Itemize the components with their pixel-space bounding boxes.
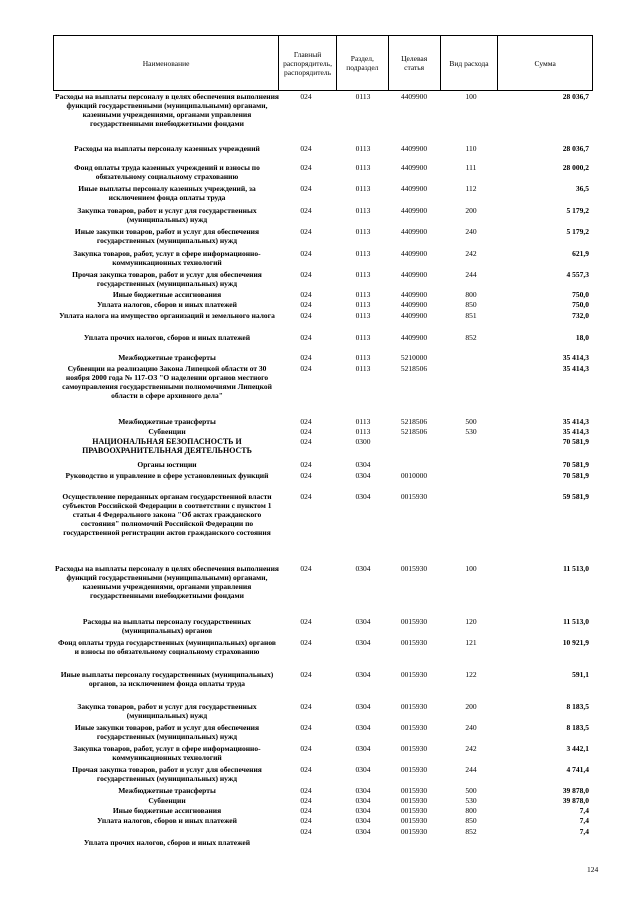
cell-admin: 024 bbox=[300, 227, 312, 236]
cell-section: 0304 bbox=[355, 723, 371, 732]
cell-section: 0113 bbox=[355, 144, 371, 153]
cell-sum: 591,1 bbox=[572, 670, 589, 679]
cell-admin: 024 bbox=[300, 786, 312, 795]
cell-target: 5218506 bbox=[400, 427, 428, 436]
cell-section: 0113 bbox=[355, 364, 371, 373]
cell-target: 4409900 bbox=[400, 290, 428, 299]
cell-name: Иные бюджетные ассигнования bbox=[112, 290, 222, 299]
cell-admin: 024 bbox=[300, 827, 312, 836]
cell-sum: 39 878,0 bbox=[562, 796, 589, 805]
cell-expense-type: 112 bbox=[465, 184, 477, 193]
cell-section: 0304 bbox=[355, 564, 371, 573]
cell-expense-type: 500 bbox=[465, 417, 477, 426]
cell-target: 4409900 bbox=[400, 163, 428, 172]
cell-name: Межбюджетные трансферты bbox=[118, 417, 216, 426]
cell-expense-type: 120 bbox=[465, 617, 477, 626]
header-expense-type: Вид расхода bbox=[441, 36, 499, 90]
cell-sum: 70 581,9 bbox=[562, 437, 589, 446]
cell-expense-type: 244 bbox=[465, 765, 477, 774]
cell-admin: 024 bbox=[300, 702, 312, 711]
cell-target: 4409900 bbox=[400, 300, 428, 309]
cell-section: 0304 bbox=[355, 471, 371, 480]
cell-section: 0300 bbox=[355, 437, 371, 446]
cell-expense-type: 530 bbox=[465, 427, 477, 436]
cell-expense-type: 530 bbox=[465, 796, 477, 805]
cell-target: 4409900 bbox=[400, 144, 428, 153]
cell-sum: 28 000,2 bbox=[562, 163, 589, 172]
cell-admin: 024 bbox=[300, 290, 312, 299]
cell-sum: 4 557,3 bbox=[566, 270, 589, 279]
cell-sum: 39 878,0 bbox=[562, 786, 589, 795]
cell-sum: 7,4 bbox=[579, 816, 589, 825]
cell-name: Органы юстиции bbox=[137, 460, 197, 469]
cell-sum: 7,4 bbox=[579, 827, 589, 836]
cell-sum: 28 036,7 bbox=[562, 92, 589, 101]
cell-name: Осуществление переданных органам государственной власти субъектов Российской Федерации в соответствии с пунктом 1 статьи 4 Федерального закона "Об актах гражданского состояния" полномочий Российской Федерации по государственной регистрации актов гражданского состояния bbox=[62, 492, 272, 537]
cell-name: Закупка товаров, работ и услуг для государственных (муниципальных) нужд bbox=[77, 702, 257, 720]
cell-sum: 621,9 bbox=[572, 249, 589, 258]
cell-name: Уплата налога на имущество организаций и земельного налога bbox=[59, 311, 275, 320]
cell-section: 0304 bbox=[355, 617, 371, 626]
cell-expense-type: 110 bbox=[465, 144, 477, 153]
cell-sum: 750,0 bbox=[572, 290, 589, 299]
cell-section: 0304 bbox=[355, 765, 371, 774]
cell-admin: 024 bbox=[300, 184, 312, 193]
cell-expense-type: 242 bbox=[465, 249, 477, 258]
cell-target: 4409900 bbox=[400, 249, 428, 258]
cell-sum: 59 581,9 bbox=[562, 492, 589, 501]
cell-target: 5210000 bbox=[400, 353, 428, 362]
cell-admin: 024 bbox=[300, 206, 312, 215]
cell-sum: 10 921,9 bbox=[562, 638, 589, 647]
cell-section: 0113 bbox=[355, 270, 371, 279]
cell-target: 0015930 bbox=[400, 638, 428, 647]
cell-sum: 3 442,1 bbox=[566, 744, 589, 753]
cell-name: Закупка товаров, работ, услуг в сфере информационно-коммуникационных технологий bbox=[73, 744, 261, 762]
cell-admin: 024 bbox=[300, 564, 312, 573]
cell-sum: 35 414,3 bbox=[562, 427, 589, 436]
cell-name: Закупка товаров, работ, услуг в сфере информационно-коммуникационных технологий bbox=[73, 249, 261, 267]
cell-sum: 732,0 bbox=[572, 311, 589, 320]
cell-name: Иные бюджетные ассигнования bbox=[112, 806, 222, 815]
page-number: 124 bbox=[587, 865, 599, 874]
cell-section: 0113 bbox=[355, 227, 371, 236]
cell-expense-type: 122 bbox=[465, 670, 477, 679]
cell-expense-type: 852 bbox=[465, 333, 477, 342]
cell-sum: 7,4 bbox=[579, 806, 589, 815]
cell-name: Прочая закупка товаров, работ и услуг для обеспечения государственных (муниципальных) нужд bbox=[72, 270, 262, 288]
cell-name: Расходы на выплаты персоналу в целях обеспечения выполнения функций государственными (муниципальными) органами, казенными учреждениями, органами управления государственными внебюджетными фондами bbox=[55, 92, 279, 128]
cell-name: Субвенции на реализацию Закона Липецкой области от 30 ноября 2000 года № 117-ОЗ "О наделении органов местного самоуправления государственными полномочиями Липецкой области в сфере архивного дела" bbox=[62, 364, 272, 400]
cell-admin: 024 bbox=[300, 249, 312, 258]
cell-sum: 8 183,5 bbox=[566, 723, 589, 732]
cell-target: 0015930 bbox=[400, 564, 428, 573]
cell-name: Расходы на выплаты персоналу казенных учреждений bbox=[74, 144, 260, 153]
cell-admin: 024 bbox=[300, 163, 312, 172]
cell-target: 0015930 bbox=[400, 744, 428, 753]
cell-target: 0015930 bbox=[400, 765, 428, 774]
cell-sum: 70 581,9 bbox=[562, 460, 589, 469]
cell-expense-type: 200 bbox=[465, 702, 477, 711]
cell-sum: 8 183,5 bbox=[566, 702, 589, 711]
cell-name: Уплата прочих налогов, сборов и иных платежей bbox=[83, 838, 251, 847]
cell-target: 0015930 bbox=[400, 723, 428, 732]
cell-name: Прочая закупка товаров, работ и услуг для обеспечения государственных (муниципальных) нужд bbox=[72, 765, 262, 783]
cell-name: Закупка товаров, работ и услуг для государственных (муниципальных) нужд bbox=[77, 206, 257, 224]
cell-target: 4409900 bbox=[400, 92, 428, 101]
cell-admin: 024 bbox=[300, 270, 312, 279]
cell-name: Фонд оплаты труда государственных (муниципальных) органов и взносы по обязательному социальному страхованию bbox=[58, 638, 276, 656]
cell-expense-type: 100 bbox=[465, 564, 477, 573]
cell-sum: 11 513,0 bbox=[563, 617, 589, 626]
header-admin: Главный распорядитель, распорядитель bbox=[279, 36, 337, 90]
cell-name: Иные закупки товаров, работ и услуг для обеспечения государственных (муниципальных) нужд bbox=[74, 723, 260, 741]
cell-name: Расходы на выплаты персоналу государственных (муниципальных) органов bbox=[82, 617, 252, 635]
cell-section: 0113 bbox=[355, 311, 371, 320]
cell-section: 0113 bbox=[355, 333, 371, 342]
cell-admin: 024 bbox=[300, 333, 312, 342]
cell-target: 0015930 bbox=[400, 786, 428, 795]
cell-admin: 024 bbox=[300, 796, 312, 805]
cell-target: 5218506 bbox=[400, 417, 428, 426]
header-section: Раздел, подраздел bbox=[337, 36, 389, 90]
cell-expense-type: 800 bbox=[465, 290, 477, 299]
cell-target: 0015930 bbox=[400, 796, 428, 805]
cell-expense-type: 200 bbox=[465, 206, 477, 215]
cell-target: 0015930 bbox=[400, 492, 428, 501]
cell-target: 4409900 bbox=[400, 270, 428, 279]
cell-expense-type: 240 bbox=[465, 723, 477, 732]
cell-section: 0304 bbox=[355, 460, 371, 469]
cell-expense-type: 800 bbox=[465, 806, 477, 815]
header-sum: Сумма bbox=[534, 58, 556, 68]
table-header bbox=[53, 35, 593, 91]
cell-expense-type: 850 bbox=[465, 300, 477, 309]
cell-expense-type: 240 bbox=[465, 227, 477, 236]
cell-target: 0010000 bbox=[400, 471, 428, 480]
cell-expense-type: 242 bbox=[465, 744, 477, 753]
cell-target: 5218506 bbox=[400, 364, 428, 373]
cell-admin: 024 bbox=[300, 92, 312, 101]
cell-admin: 024 bbox=[300, 311, 312, 320]
cell-name: НАЦИОНАЛЬНАЯ БЕЗОПАСНОСТЬ И ПРАВООХРАНИТЕЛЬНАЯ ДЕЯТЕЛЬНОСТЬ bbox=[82, 437, 252, 455]
cell-target: 4409900 bbox=[400, 184, 428, 193]
cell-admin: 024 bbox=[300, 670, 312, 679]
cell-section: 0113 bbox=[355, 184, 371, 193]
cell-section: 0304 bbox=[355, 638, 371, 647]
cell-section: 0113 bbox=[355, 206, 371, 215]
cell-name: Иные выплаты персоналу казенных учреждений, за исключением фонда оплаты труда bbox=[78, 184, 256, 202]
cell-target: 4409900 bbox=[400, 311, 428, 320]
cell-admin: 024 bbox=[300, 638, 312, 647]
cell-expense-type: 851 bbox=[465, 311, 477, 320]
cell-target: 4409900 bbox=[400, 227, 428, 236]
cell-admin: 024 bbox=[300, 353, 312, 362]
cell-admin: 024 bbox=[300, 617, 312, 626]
cell-section: 0113 bbox=[355, 417, 371, 426]
cell-admin: 024 bbox=[300, 144, 312, 153]
cell-admin: 024 bbox=[300, 364, 312, 373]
cell-admin: 024 bbox=[300, 427, 312, 436]
cell-sum: 5 179,2 bbox=[566, 206, 589, 215]
cell-section: 0304 bbox=[355, 786, 371, 795]
cell-admin: 024 bbox=[300, 806, 312, 815]
cell-section: 0304 bbox=[355, 670, 371, 679]
cell-section: 0304 bbox=[355, 827, 371, 836]
cell-sum: 4 741,4 bbox=[566, 765, 589, 774]
header-target: Целевая статья bbox=[389, 36, 441, 90]
cell-target: 0015930 bbox=[400, 617, 428, 626]
cell-name: Иные закупки товаров, работ и услуг для обеспечения государственных (муниципальных) нужд bbox=[74, 227, 260, 245]
cell-section: 0113 bbox=[355, 290, 371, 299]
cell-expense-type: 244 bbox=[465, 270, 477, 279]
cell-target: 4409900 bbox=[400, 206, 428, 215]
cell-admin: 024 bbox=[300, 744, 312, 753]
cell-admin: 024 bbox=[300, 816, 312, 825]
cell-section: 0113 bbox=[355, 92, 371, 101]
cell-sum: 70 581,9 bbox=[562, 471, 589, 480]
cell-section: 0304 bbox=[355, 702, 371, 711]
cell-section: 0113 bbox=[355, 353, 371, 362]
cell-section: 0304 bbox=[355, 806, 371, 815]
cell-sum: 35 414,3 bbox=[562, 417, 589, 426]
cell-target: 0015930 bbox=[400, 670, 428, 679]
cell-admin: 024 bbox=[300, 460, 312, 469]
cell-sum: 18,0 bbox=[575, 333, 589, 342]
cell-sum: 35 414,3 bbox=[562, 364, 589, 373]
cell-name: Межбюджетные трансферты bbox=[118, 353, 216, 362]
cell-sum: 36,5 bbox=[575, 184, 589, 193]
cell-expense-type: 111 bbox=[465, 163, 477, 172]
cell-expense-type: 500 bbox=[465, 786, 477, 795]
cell-name: Субвенции bbox=[148, 796, 186, 805]
cell-sum: 35 414,3 bbox=[562, 353, 589, 362]
cell-admin: 024 bbox=[300, 471, 312, 480]
cell-admin: 024 bbox=[300, 300, 312, 309]
cell-admin: 024 bbox=[300, 765, 312, 774]
cell-section: 0113 bbox=[355, 249, 371, 258]
cell-section: 0113 bbox=[355, 163, 371, 172]
cell-section: 0113 bbox=[355, 300, 371, 309]
cell-name: Уплата прочих налогов, сборов и иных платежей bbox=[83, 333, 251, 342]
cell-section: 0304 bbox=[355, 796, 371, 805]
cell-sum: 11 513,0 bbox=[563, 564, 589, 573]
cell-name: Межбюджетные трансферты bbox=[118, 786, 216, 795]
cell-expense-type: 100 bbox=[465, 92, 477, 101]
cell-name: Субвенции bbox=[148, 427, 186, 436]
cell-expense-type: 850 bbox=[465, 816, 477, 825]
cell-name: Расходы на выплаты персоналу в целях обеспечения выполнения функций государственными (муниципальными) органами, казенными учреждениями, органами управления государственными внебюджетными фондами bbox=[55, 564, 279, 600]
cell-admin: 024 bbox=[300, 492, 312, 501]
cell-section: 0304 bbox=[355, 744, 371, 753]
cell-admin: 024 bbox=[300, 417, 312, 426]
cell-name: Иные выплаты персоналу государственных (муниципальных) органов, за исключением фонда оплаты труда bbox=[60, 670, 274, 688]
cell-target: 4409900 bbox=[400, 333, 428, 342]
cell-target: 0015930 bbox=[400, 806, 428, 815]
cell-expense-type: 852 bbox=[465, 827, 477, 836]
cell-name: Руководство и управление в сфере установленных функций bbox=[65, 471, 269, 480]
cell-section: 0304 bbox=[355, 816, 371, 825]
cell-target: 0015930 bbox=[400, 827, 428, 836]
cell-name: Уплата налогов, сборов и иных платежей bbox=[97, 816, 237, 825]
cell-name: Уплата налогов, сборов и иных платежей bbox=[97, 300, 237, 309]
cell-expense-type: 121 bbox=[465, 638, 477, 647]
cell-section: 0304 bbox=[355, 492, 371, 501]
cell-sum: 750,0 bbox=[572, 300, 589, 309]
cell-target: 0015930 bbox=[400, 702, 428, 711]
header-name: Наименование bbox=[54, 36, 279, 90]
cell-sum: 28 036,7 bbox=[562, 144, 589, 153]
cell-admin: 024 bbox=[300, 437, 312, 446]
cell-target: 0015930 bbox=[400, 816, 428, 825]
cell-name: Фонд оплаты труда казенных учреждений и взносы по обязательному социальному страхованию bbox=[74, 163, 260, 181]
cell-section: 0113 bbox=[355, 427, 371, 436]
cell-admin: 024 bbox=[300, 723, 312, 732]
cell-sum: 5 179,2 bbox=[566, 227, 589, 236]
